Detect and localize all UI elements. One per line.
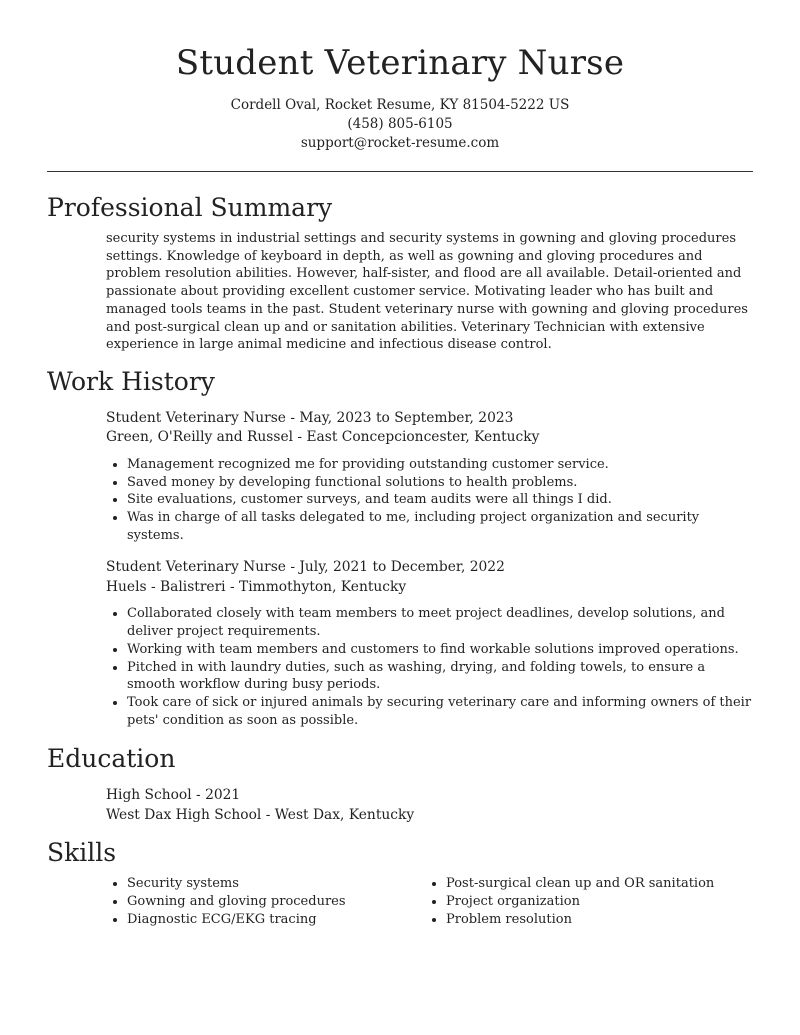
- candidate-name: Student Veterinary Nurse: [175, 43, 625, 83]
- education-heading: Education: [47, 744, 176, 774]
- job-bullet-list: [106, 456, 753, 545]
- skills-grid: [47, 875, 753, 928]
- skills-heading: Skills: [47, 838, 117, 868]
- job-bullet: • Took care of sick or injured animals by securing veterinary care and informing owners of their pets' condition as soon as possible.: [127, 694, 753, 729]
- contact-email: support@rocket-resume.com: [300, 135, 500, 151]
- job-bullet: • Collaborated closely with team members to meet project deadlines, develop solutions, and deliver project requirements.: [127, 605, 753, 640]
- job-company-location: Green, O'Reilly and Russel - East Concepcioncester, Kentucky: [106, 429, 540, 446]
- job-bullet: • Management recognized me for providing outstanding customer service.: [127, 456, 753, 474]
- job-bullets-wrap: [47, 456, 753, 545]
- work-history-heading: Work History: [47, 366, 215, 396]
- summary-section: [47, 192, 753, 354]
- skill-item: • Diagnostic ECG/EKG tracing: [127, 911, 425, 929]
- contact-block: [47, 96, 753, 153]
- skill-item: • Security systems: [127, 875, 425, 893]
- skills-column-left: [106, 875, 425, 928]
- header-divider: [47, 171, 753, 172]
- education-school-location: West Dax High School - West Dax, Kentucky: [106, 806, 415, 823]
- job-bullet: • Working with team members and customers to find workable solutions improved operations.: [127, 641, 753, 659]
- job-bullet: • Was in charge of all tasks delegated to me, including project organization and security systems.: [127, 509, 753, 544]
- skill-item: • Project organization: [446, 893, 744, 911]
- job-company-location: Huels - Balistreri - Timmothyton, Kentucky: [106, 578, 407, 595]
- job-entry: [47, 409, 753, 448]
- skills-column-right: [425, 875, 744, 928]
- skills-list: [106, 875, 425, 928]
- job-bullet: • Saved money by developing functional solutions to health problems.: [127, 474, 753, 492]
- skill-item: • Post-surgical clean up and OR sanitation: [446, 875, 744, 893]
- contact-phone: (458) 805-6105: [347, 116, 453, 132]
- job-role-dates: Student Veterinary Nurse - July, 2021 to December, 2022: [106, 559, 505, 576]
- contact-address: Cordell Oval, Rocket Resume, KY 81504-5222 US: [230, 97, 570, 113]
- education-degree-year: High School - 2021: [106, 787, 241, 804]
- education-entry: [47, 786, 753, 825]
- summary-text: security systems in industrial settings and security systems in gowning and gloving procedures settings. Knowledge of keyboard in depth, as well as gowning and gloving procedures and problem resolution abilities. However, half-sister, and flood are all available. Detail-oriented and passionate about providing excellent customer service. Motivating leader who has built and managed tools teams in the past. Student veterinary nurse with gowning and gloving procedures and post-surgical clean up and or sanitation abilities. Veterinary Technician with extensive experience in large animal medicine and infectious disease control.: [106, 231, 748, 353]
- job-entry: [47, 558, 753, 597]
- skill-item: • Problem resolution: [446, 911, 744, 929]
- education-section: [47, 743, 753, 825]
- skills-list: [425, 875, 744, 928]
- job-bullets-wrap: [47, 605, 753, 729]
- job-bullet-list: [106, 605, 753, 729]
- job-bullet: • Site evaluations, customer surveys, and team audits were all things I did.: [127, 491, 753, 509]
- skills-section: [47, 837, 753, 928]
- summary-heading: Professional Summary: [47, 193, 333, 222]
- job-bullet: • Pitched in with laundry duties, such as washing, drying, and folding towels, to ensure a smooth workflow during busy periods.: [127, 659, 753, 694]
- skill-item: • Gowning and gloving procedures: [127, 893, 425, 911]
- work-history-section: [47, 366, 753, 729]
- job-role-dates: Student Veterinary Nurse - May, 2023 to September, 2023: [106, 409, 514, 426]
